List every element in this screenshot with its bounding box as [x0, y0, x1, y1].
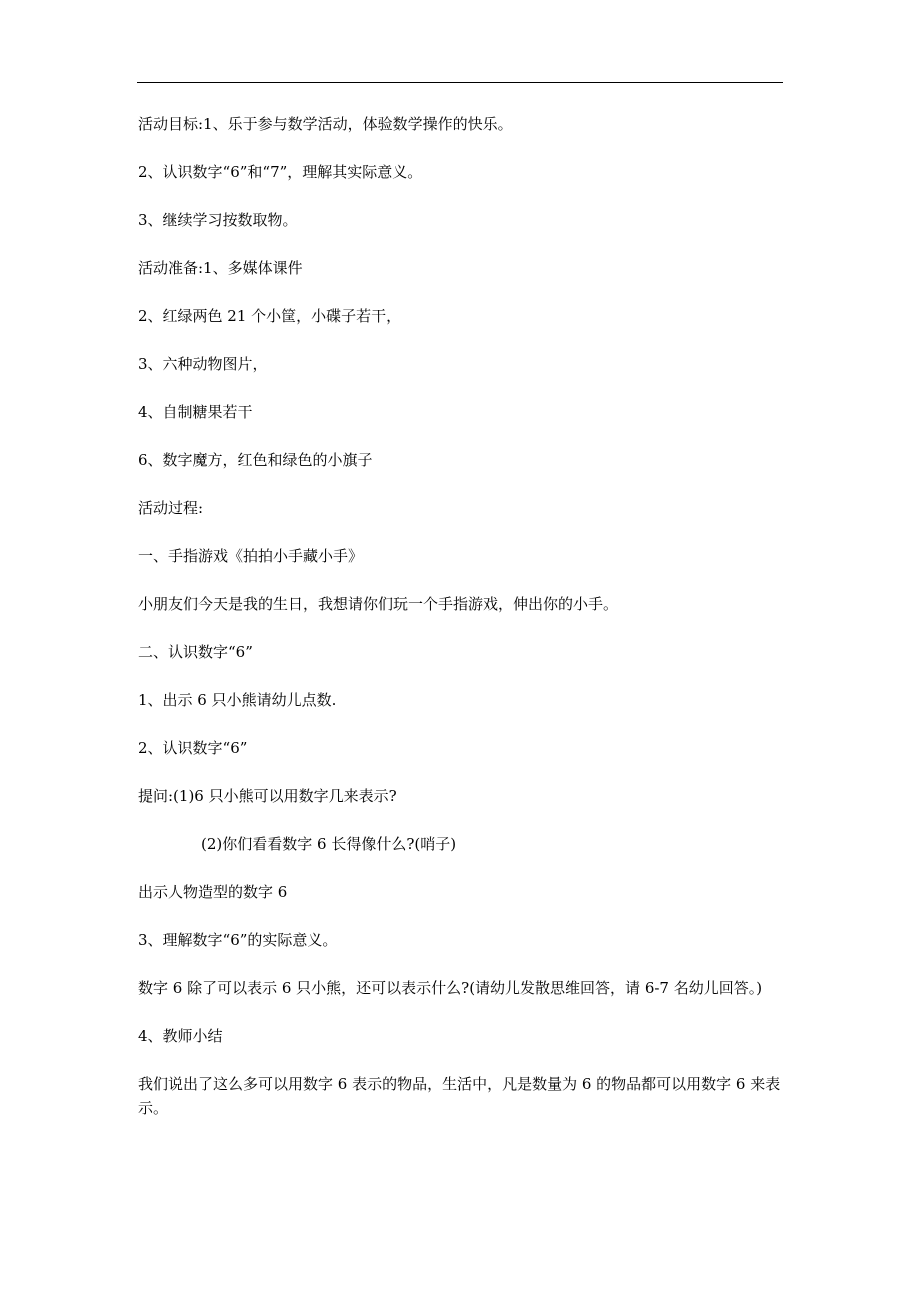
- paragraph-prep-6: 6、数字魔方，红色和绿色的小旗子: [138, 451, 373, 469]
- paragraph-activity-goal: 活动目标:1、乐于参与数学活动，体验数学操作的快乐。: [138, 115, 513, 133]
- paragraph-intro: 小朋友们今天是我的生日，我想请你们玩一个手指游戏，伸出你的小手。: [138, 595, 619, 613]
- paragraph-section-2: 二、认识数字“6”: [138, 643, 253, 661]
- paragraph-preparation: 活动准备:1、多媒体课件: [138, 259, 303, 277]
- paragraph-section-1: 一、手指游戏《拍拍小手藏小手》: [138, 547, 364, 565]
- paragraph-prep-2: 2、红绿两色 21 个小筐，小碟子若干，: [138, 307, 402, 325]
- paragraph-step-2: 2、认识数字“6”: [138, 739, 248, 757]
- paragraph-step-1: 1、出示 6 只小熊请幼儿点数.: [138, 691, 337, 709]
- paragraph-prep-4: 4、自制糖果若干: [138, 403, 253, 421]
- paragraph-show-figure: 出示人物造型的数字 6: [138, 883, 288, 901]
- paragraph-question-1: 提问:(1)6 只小熊可以用数字几来表示?: [138, 787, 397, 805]
- paragraph-step-4: 4、教师小结: [138, 1027, 223, 1045]
- document-body: [138, 112, 784, 1144]
- paragraph-meaning: 数字 6 除了可以表示 6 只小熊，还可以表示什么?(请幼儿发散思维回答，请 6-7 名幼儿回答。): [138, 979, 763, 997]
- paragraph-goal-2: 2、认识数字“6”和“7”，理解其实际意义。: [138, 163, 423, 181]
- paragraph-step-3: 3、理解数字“6”的实际意义。: [138, 931, 338, 949]
- header-rule: [137, 82, 783, 83]
- paragraph-goal-3: 3、继续学习按数取物。: [138, 211, 298, 229]
- paragraph-prep-3: 3、六种动物图片，: [138, 355, 268, 373]
- paragraph-process-heading: 活动过程:: [138, 499, 204, 517]
- paragraph-question-2: (2)你们看看数字 6 长得像什么?(哨子): [201, 835, 457, 853]
- paragraph-summary: 我们说出了这么多可以用数字 6 表示的物品，生活中，凡是数量为 6 的物品都可以用数字 6 来表示。: [138, 1075, 781, 1117]
